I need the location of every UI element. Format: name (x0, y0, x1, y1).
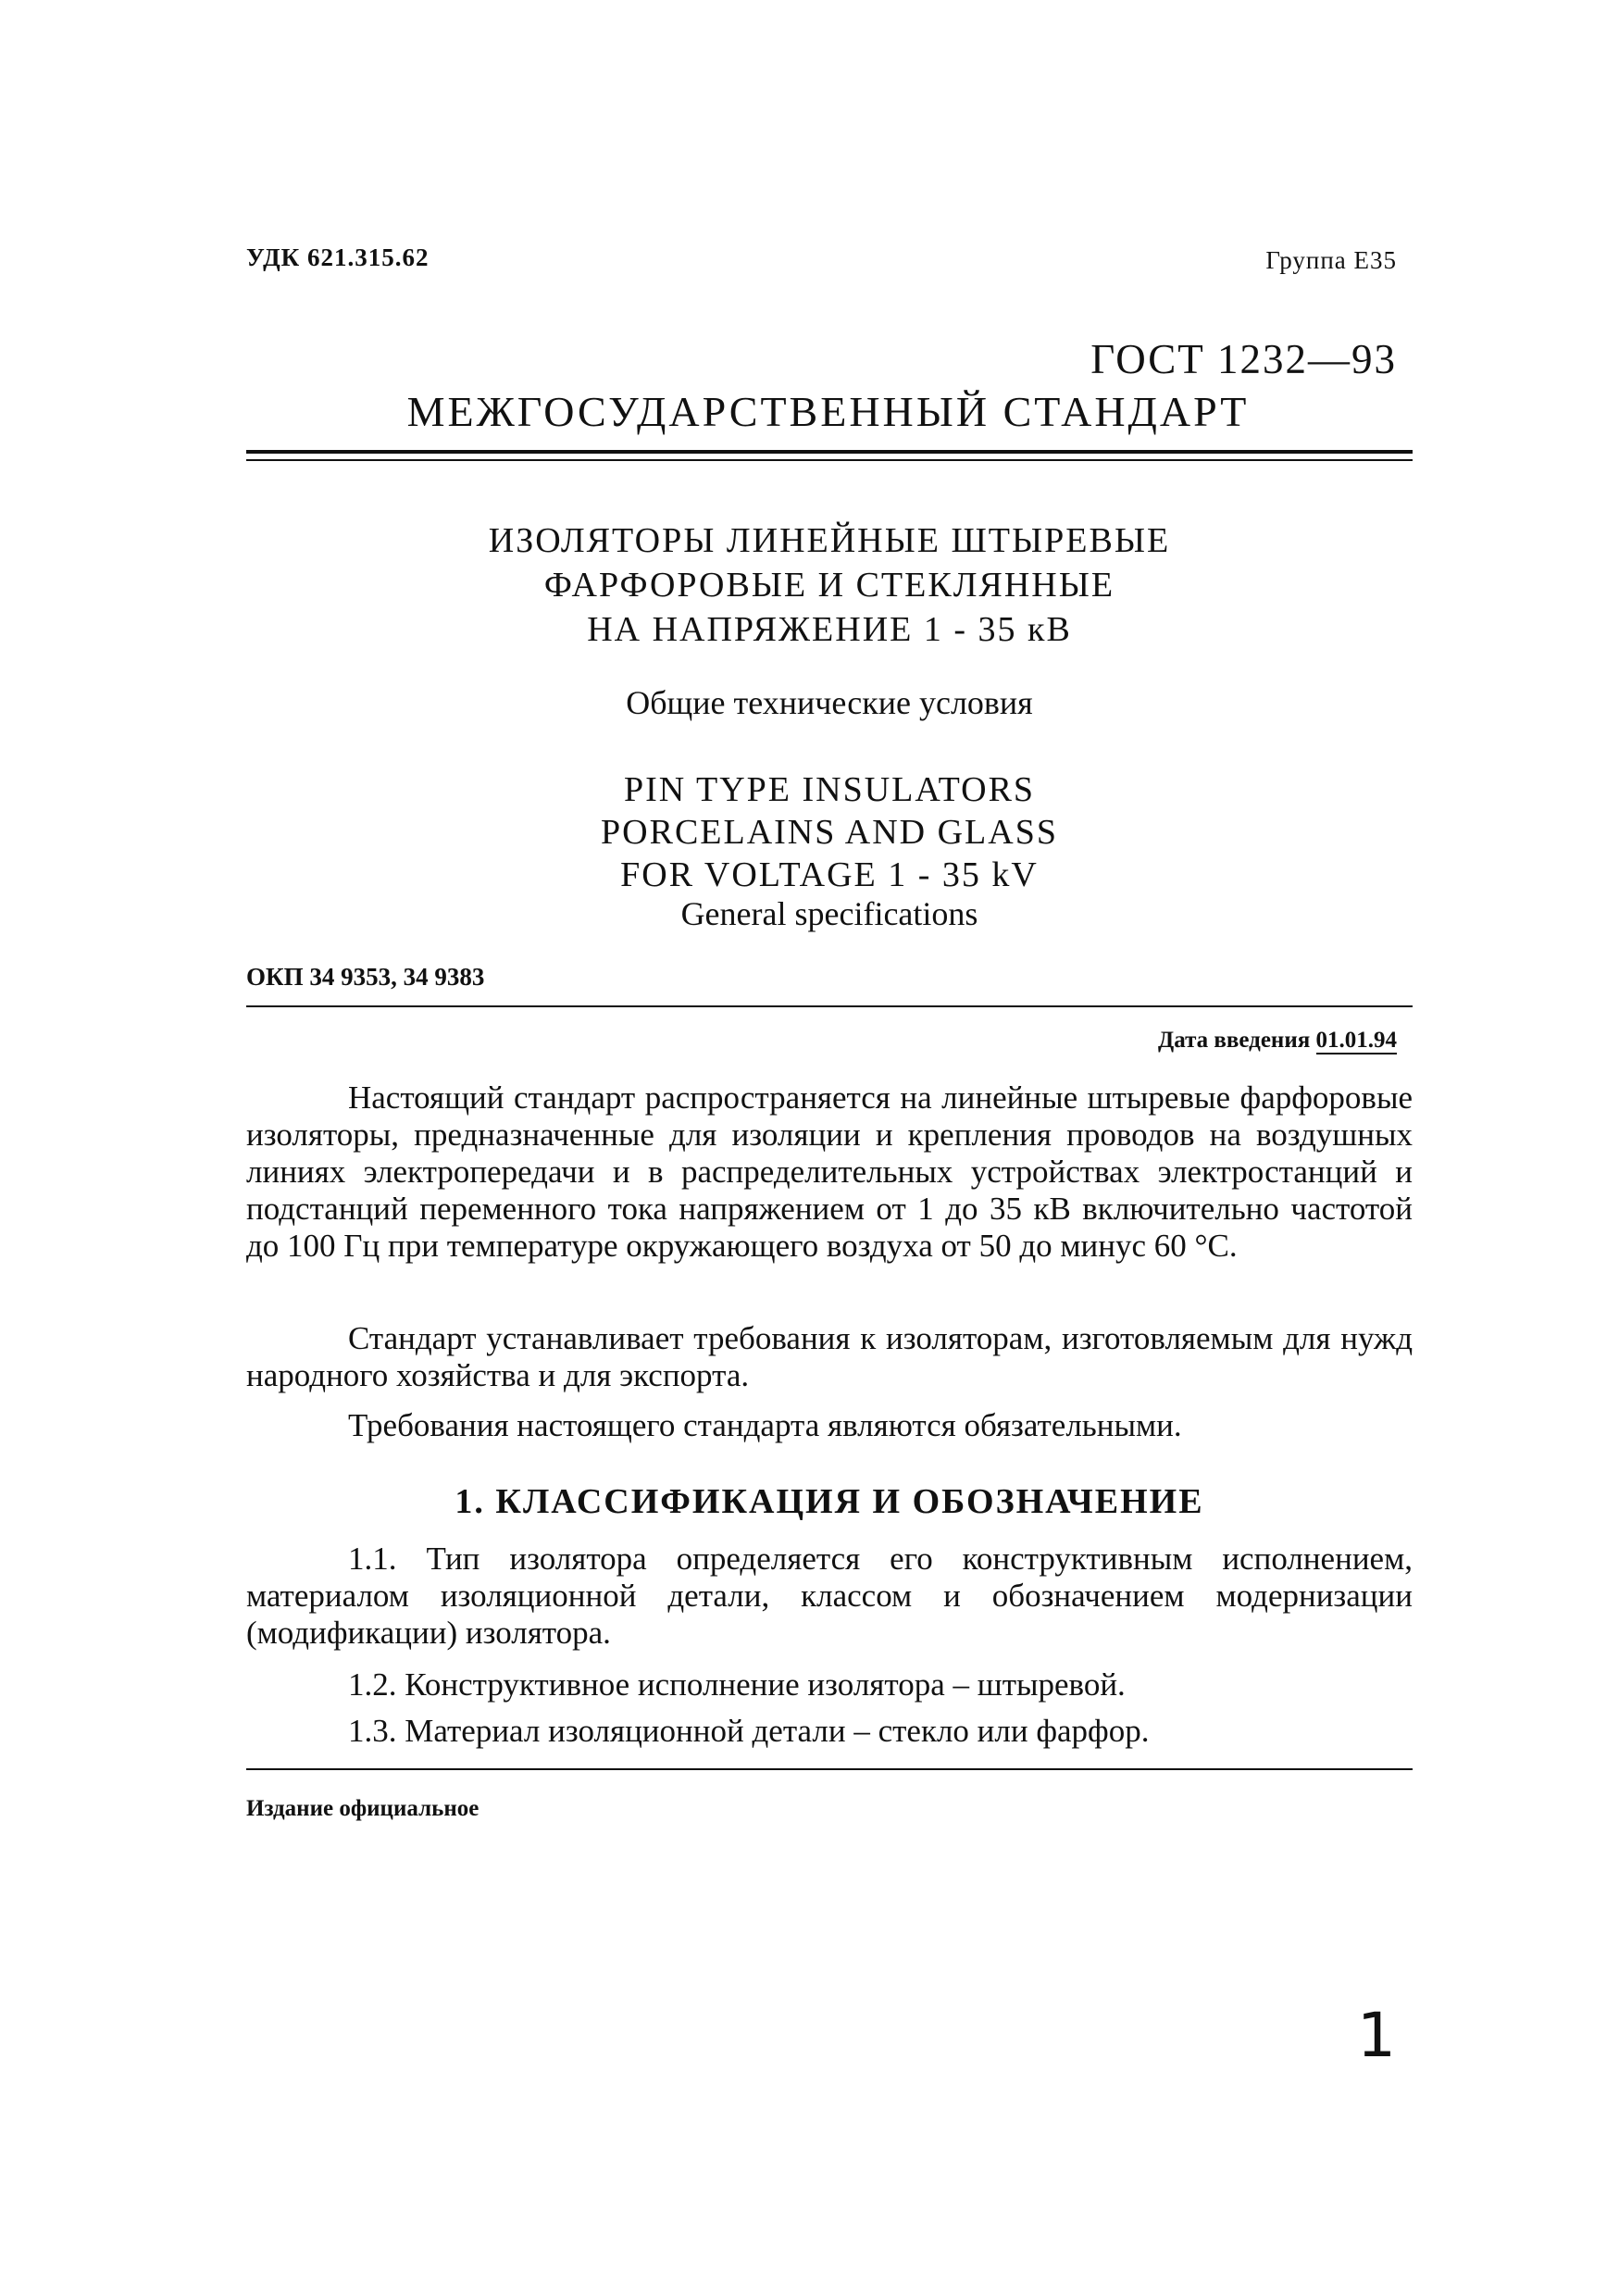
official-edition-note: Издание официальное (246, 1796, 479, 1821)
section-1-title: 1. КЛАССИФИКАЦИЯ И ОБОЗНАЧЕНИЕ (455, 1482, 1204, 1521)
title-ru-line-3: НА НАПРЯЖЕНИЕ 1 - 35 кВ (587, 610, 1072, 649)
header-rule-thick (246, 450, 1413, 454)
subtitle-ru: Общие технические условия (626, 684, 1033, 721)
clause-1-2 (246, 1666, 1413, 1703)
clause-1-3-text: 1.3. Материал изоляционной детали – стекло или фарфор. (348, 1713, 1150, 1749)
okp-rule (246, 1005, 1413, 1007)
clause-1-3 (246, 1713, 1413, 1750)
title-ru-line-1: ИЗОЛЯТОРЫ ЛИНЕЙНЫЕ ШТЫРЕВЫЕ (488, 521, 1171, 560)
standard-type: МЕЖГОСУДАРСТВЕННЫЙ СТАНДАРТ (406, 388, 1250, 435)
okp-code: ОКП 34 9353, 34 9383 (246, 963, 485, 991)
footer-rule (246, 1768, 1413, 1770)
clause-1-1 (246, 1541, 1413, 1652)
page-number: 1 (1357, 2000, 1396, 2071)
group-code: Группа Е35 (1265, 246, 1397, 274)
intro-paragraph-2 (246, 1320, 1413, 1394)
clause-1-2-text: 1.2. Конструктивное исполнение изолятора – штыревой. (348, 1666, 1126, 1703)
date-label: Дата введения (1158, 1028, 1311, 1053)
intro-paragraph-3-text: Требования настоящего стандарта являются обязательными. (348, 1407, 1182, 1443)
intro-paragraph-1-text: Настоящий стандарт распространяется на линейные штыревые фарфоровые изоляторы, предназначенные для изоляции и крепления проводов на воздушных линиях электропередачи и в распределительных устройствах электростанций и подстанций переменного тока напряжением от 1 до 35 кВ включительно частотой до 100 Гц при температуре окружающего воздуха от 50 до минус 60 °С. (246, 1079, 1413, 1264)
introduction-date (1158, 1028, 1397, 1054)
intro-paragraph-1 (246, 1079, 1413, 1265)
intro-paragraph-2-text: Стандарт устанавливает требования к изоляторам, изготовляемым для нужд народного хозяйства и для экспорта. (246, 1320, 1413, 1393)
date-value: 01.01.94 (1315, 1028, 1397, 1053)
title-en-line-2: PORCELAINS AND GLASS (601, 813, 1058, 852)
intro-paragraph-3 (246, 1407, 1413, 1444)
title-ru (246, 518, 1413, 652)
header-rule-thin (246, 459, 1413, 461)
title-en-line-3: FOR VOLTAGE 1 - 35 kV (620, 855, 1039, 894)
clause-1-1-text: 1.1. Тип изолятора определяется его конструктивным исполнением, материалом изоляционной детали, классом и обозначением модернизации (модификации) изолятора. (246, 1541, 1413, 1651)
title-ru-line-2: ФАРФОРОВЫЕ И СТЕКЛЯННЫЕ (543, 566, 1115, 605)
title-en-line-1: PIN TYPE INSULATORS (623, 770, 1036, 809)
title-en (246, 768, 1413, 896)
gost-number: ГОСТ 1232—93 (1090, 336, 1397, 382)
udk-code: УДК 621.315.62 (246, 243, 430, 271)
subtitle-en: General specifications (680, 895, 978, 932)
